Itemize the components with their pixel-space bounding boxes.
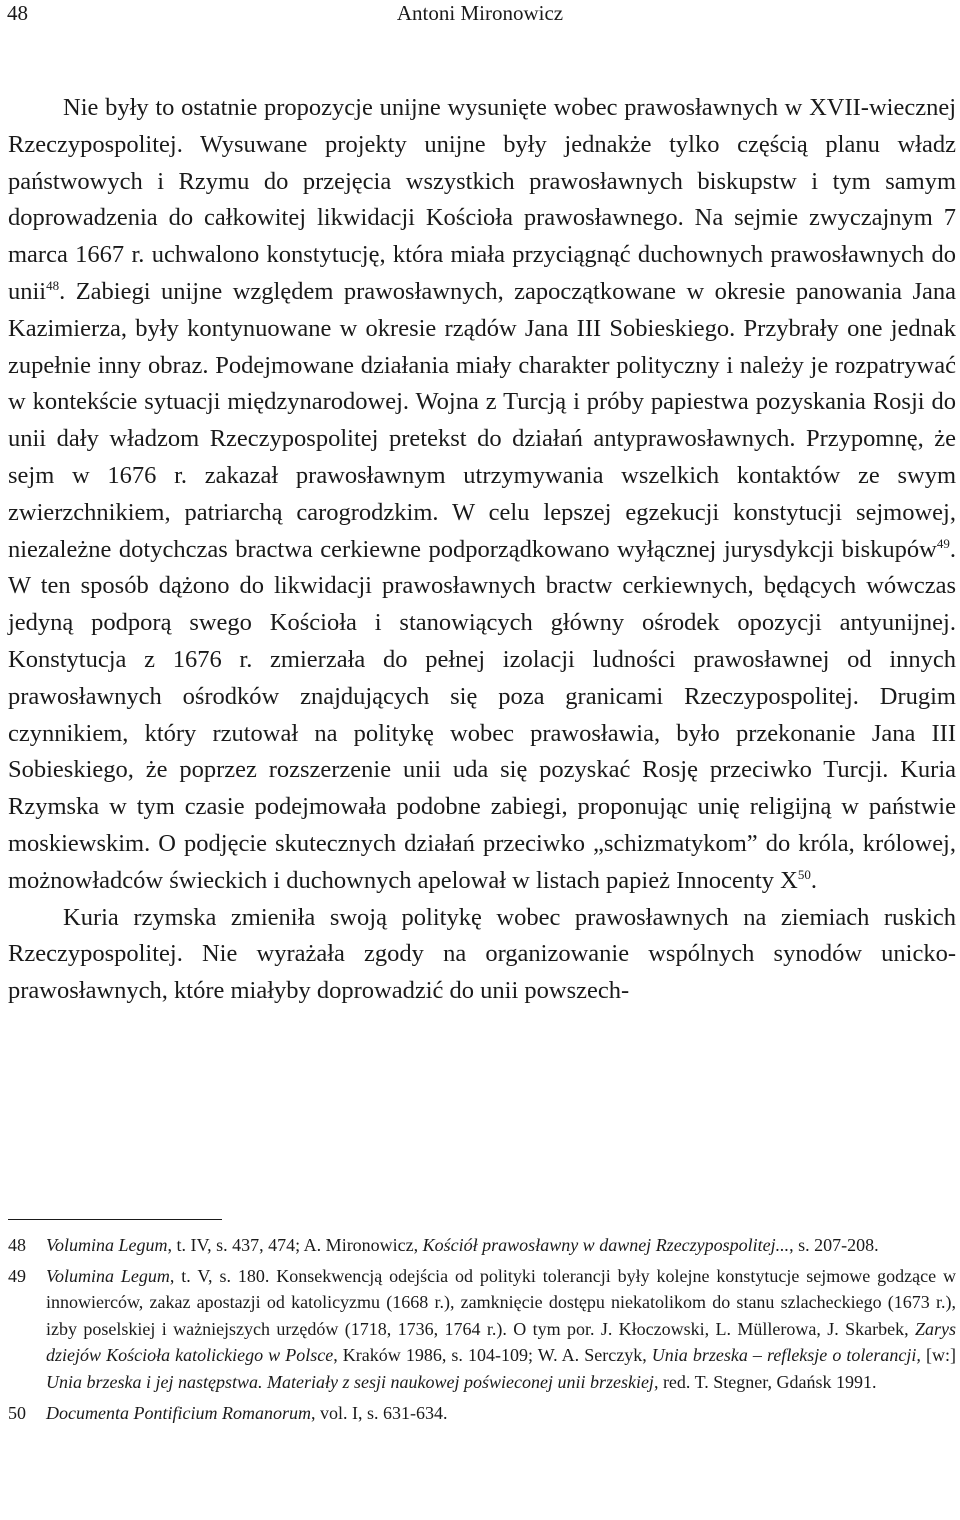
footnote-ref[interactable]: 50 — [797, 866, 811, 882]
page-header — [0, 0, 960, 32]
footnote-text: Volumina Legum, t. IV, s. 437, 474; A. Mironowicz, Kościół prawosławny w dawnej Rzeczypospolitej..., s. 207-208. — [46, 1235, 879, 1255]
footnote — [8, 1232, 956, 1259]
footnote-ref[interactable]: 48 — [46, 277, 60, 293]
footnote-text: Volumina Legum, t. V, s. 180. Konsekwencją odejścia od polityki tolerancji były kolejne konstytucje sejmowe godzące w innowierców, zakaz apostazji od katolicyzmu (1668 r.), zamknięcie dostępu niekatolikom do stanu szlacheckiego (1673 r.), izby poselskiej i ważniejszych urzędów (1718, 1736, 1764 r.). O tym por. J. Kłoczowski, L. Müllerowa, J. Skarbek, Zarys dziejów Kościoła katolickiego w Polsce, Kraków 1986, s. 104-109; W. A. Serczyk, Unia brzeska – refleksje o tolerancji, [w:] Unia brzeska i jej następstwa. Materiały z sesji naukowej poświeconej unii brzeskiej, red. T. Stegner, Gdańsk 1991. — [46, 1265, 956, 1392]
footnote-number: 50 — [8, 1402, 26, 1423]
running-head: Antoni Mironowicz — [396, 1, 564, 25]
footnote-separator — [8, 1219, 222, 1220]
paragraph: Kuria rzymska zmieniła swoją politykę wobec prawosławnych na ziemiach ruskich Rzeczypospolitej. Nie wyrażała zgody na organizowanie wspólnych synodów unicko-prawosławnych, które miałyby doprowadzić do unii powszech- — [8, 903, 956, 1005]
footnote — [8, 1263, 956, 1396]
footnote-ref[interactable]: 49 — [936, 535, 950, 551]
main-text — [8, 90, 956, 1010]
footnote-number: 49 — [8, 1265, 26, 1286]
footnote — [8, 1400, 956, 1427]
paragraph: Nie były to ostatnie propozycje unijne wysunięte wobec prawosławnych w XVII-wiecznej Rzeczypospolitej. Wysuwane projekty unijne były jednakże tylko częścią planu władz państwowych i Rzymu do przejęcia wszystkich prawosławnych biskupstw i tym samym doprowadzenia do całkowitej likwidacji Kościoła prawosławnego. Na sejmie zwyczajnym 7 marca 1667 r. uchwalono konstytucję, która miała przyciągnąć duchownych prawosławnych do unii$^{48}$. Zabiegi unijne względem prawosławnych, zapoczątkowane w okresie panowania Jana Kazimierza, były kontynuowane w okresie rządów Jana III Sobieskiego. Przybrały one jednak zupełnie inny obraz. Podejmowane działania miały charakter polityczny i należy je rozpatrywać w kontekście sytuacji międzynarodowej. Wojna z Turcją i próby papiestwa pozyskania Rosji do unii dały władzom Rzeczypospolitej pretekst do działań antyprawosławnych. Przypomnę, że sejm w 1676 r. zakazał prawosławnym utrzymywania wszelkich kontaktów ze swym zwierzchnikiem, patriarchą carogrodzkim. W celu lepszej egzekucji konstytucji sejmowej, niezależne dotychczas bractwa cerkiewne podporządkowano wyłącznej jurysdykcji biskupów$^{49}$. W ten sposób dążono do likwidacji prawosławnych bractw cerkiewnych, będących wówczas jedyną podporą swego Kościoła i stanowiących główny ośrodek opozycji antyunijnej. Konstytucja z 1676 r. zmierzała do pełnej izolacji ludności prawosławnej od innych prawosławnych ośrodków znajdujących się poza granicami Rzeczypospolitej. Drugim czynnikiem, który rzutował na politykę wobec prawosławia, było przekonanie Jana III Sobieskiego, że poprzez rozszerzenie unii uda się pozyskać Rosję przeciwko Turcji. Kuria Rzymska w tym czasie podejmowała podobne zabiegi, proponując unię religijną w państwie moskiewskim. O podjęcie skutecznych działań przeciwko „schizmatykom” do króla, królowej, możnowładców świeckich i duchownych apelował w listach papież Innocenty $X^{50}$. — [8, 94, 956, 894]
footnotes — [8, 1232, 956, 1430]
page-number: 48 — [7, 1, 28, 25]
footnote-number: 48 — [8, 1235, 26, 1255]
footnote-text: Documenta Pontificium Romanorum, vol. I, s. 631-634. — [46, 1402, 448, 1423]
